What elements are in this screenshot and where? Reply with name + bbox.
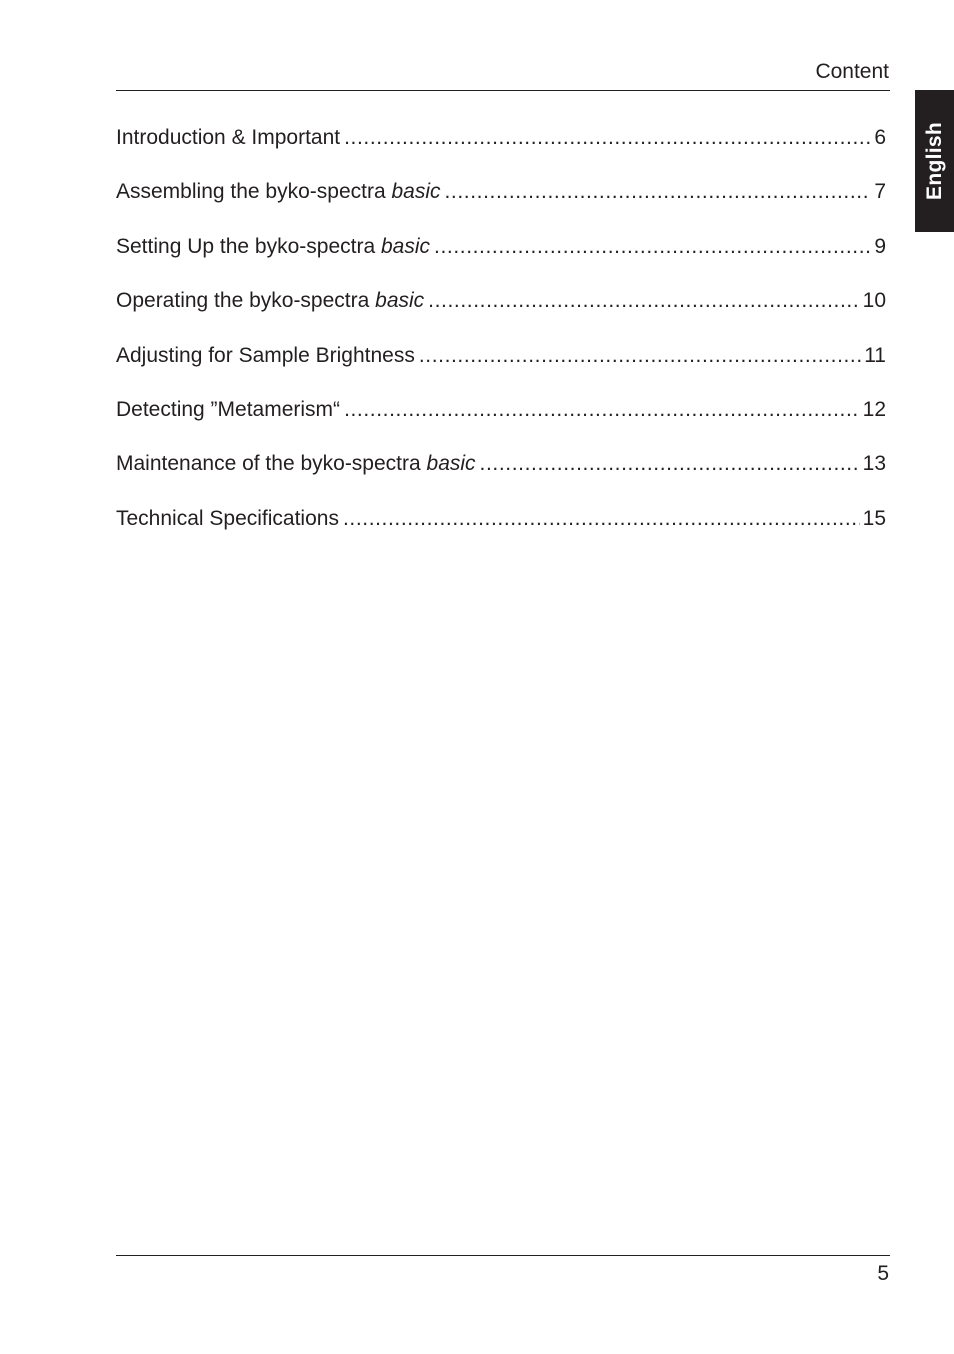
language-tab: [915, 90, 954, 232]
table-of-contents: [116, 124, 886, 559]
toc-entry-title: Technical Specifications: [116, 506, 339, 530]
dot-leader: [344, 124, 871, 152]
toc-entry-title: Maintenance of the byko-spectra basic: [116, 452, 476, 476]
toc-entry-page: 6: [874, 126, 886, 149]
toc-entry-title: Assembling the byko-spectra basic: [116, 180, 441, 204]
dot-leader: [480, 450, 860, 478]
toc-entry-page: 13: [862, 452, 886, 476]
toc-entry-page: 9: [874, 234, 886, 258]
dot-leader: [343, 505, 860, 533]
dot-leader: [445, 178, 872, 206]
toc-entry[interactable]: [116, 287, 886, 341]
toc-entry[interactable]: [116, 342, 886, 396]
toc-entry-page: 15: [862, 506, 886, 530]
dot-leader: [428, 287, 859, 315]
dot-leader: [344, 396, 860, 424]
dot-leader: [434, 233, 871, 261]
toc-entry[interactable]: [116, 450, 886, 504]
dot-leader: [419, 342, 861, 370]
page-number: 5: [877, 1262, 889, 1285]
toc-entry-title: Introduction & Important: [116, 126, 341, 149]
section-title: Content: [815, 60, 889, 83]
toc-entry-page: 11: [864, 343, 886, 367]
header-rule: [116, 90, 890, 91]
toc-entry[interactable]: [116, 505, 886, 559]
toc-entry-title: Detecting ”Metamerism“: [116, 397, 341, 421]
toc-entry-title: Adjusting for Sample Brightness: [116, 343, 415, 367]
toc-entry-page: 7: [874, 180, 886, 204]
toc-entry[interactable]: [116, 396, 886, 450]
toc-entry-title: Setting Up the byko-spectra basic: [116, 234, 431, 258]
toc-entry-title: Operating the byko-spectra basic: [116, 289, 425, 313]
toc-entry[interactable]: [116, 233, 886, 287]
toc-entry-page: 10: [862, 289, 886, 313]
toc-entry[interactable]: [116, 178, 886, 232]
footer-rule: [116, 1255, 890, 1256]
toc-entry[interactable]: [116, 124, 886, 178]
language-tab-label: English: [922, 122, 946, 200]
toc-entry-page: 12: [862, 397, 886, 421]
